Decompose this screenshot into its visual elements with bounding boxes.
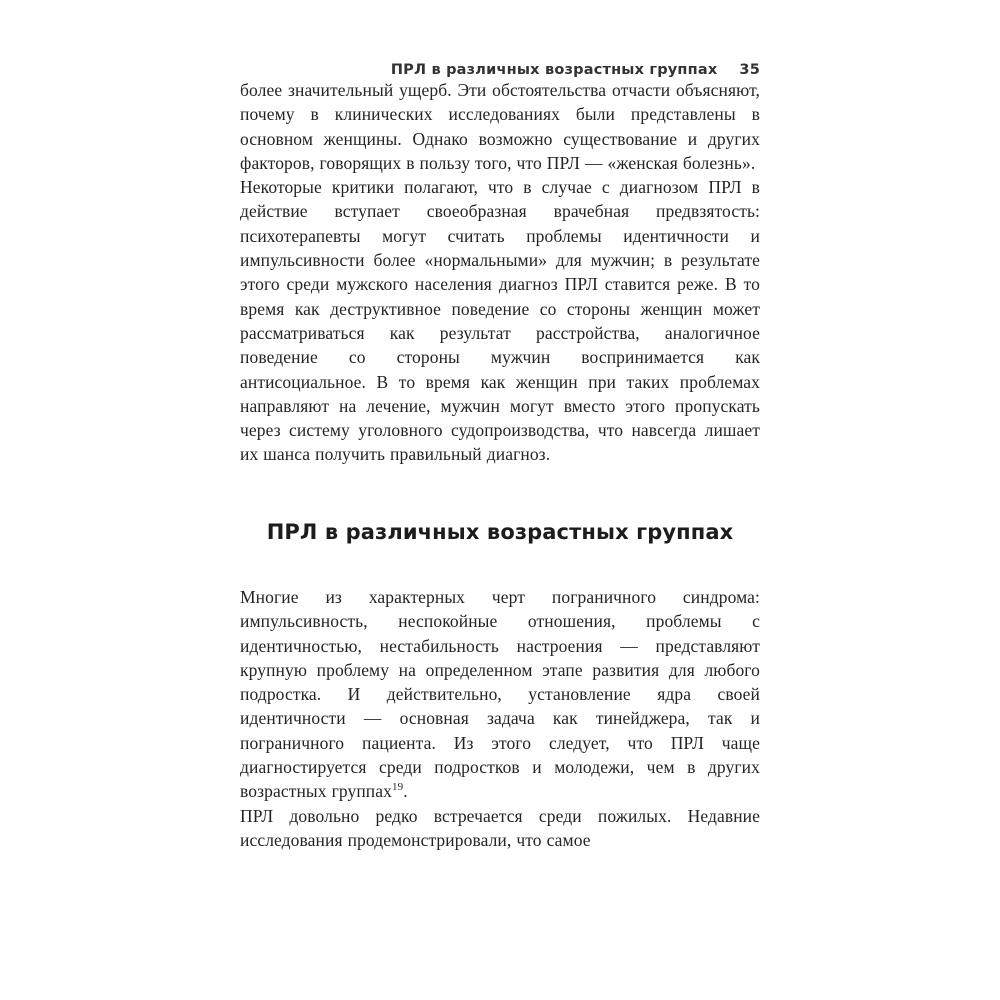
footnote-ref: 19 [391, 781, 404, 794]
running-head [240, 62, 760, 78]
paragraph: Некоторые критики полагают, что в случае с диагнозом ПРЛ в действие вступает своеобразная врачебная предвзятость: психотерапевты могут считать проблемы идентичности и импульсивности более «нормальными» для мужчин; в результате этого среди мужского населения диагноз ПРЛ ставится реже. В то время как деструктивное поведение со стороны женщин может рассматриваться как результат расстройства, аналогичное поведение со стороны мужчин воспринимается как антисоциальное. В то время как женщин при таких проблемах направляют на лечение, мужчин могут вместо этого пропускать через систему уголовного судопроизводства, что навсегда лишает их шанса получить правильный диагноз. [240, 177, 760, 465]
paragraph: более значительный ущерб. Эти обстоятельства отчасти объясняют, почему в клинических исследованиях были представлены в основном женщины. Однако возможно существование и других факторов, говорящих в пользу того, что ПРЛ — «женская болезнь». [240, 80, 760, 173]
page-number: 35 [739, 62, 760, 78]
body-text [240, 78, 760, 852]
section-heading: ПРЛ в различных возрастных группах [266, 519, 734, 544]
paragraph-text: Многие из характерных черт пограничного синдрома: импульсивность, неспокойные отношения, проблемы с идентичностью, нестабильность настроения — представляют крупную проблему на определенном этапе развития для любого подростка. И действительно, установление ядра своей идентичности — основная задача как тинейджера, так и пограничного пациента. Из этого следует, что ПРЛ чаще диагностируется среди подростков и молодежи, чем в других возрастных группах [240, 587, 760, 802]
running-head-title: ПРЛ в различных возрастных группах [390, 62, 718, 78]
paragraph-text: . [403, 781, 408, 802]
paragraph [240, 585, 760, 804]
paragraph: ПРЛ довольно редко встречается среди пожилых. Недавние исследования продемонстрировали, что самое [240, 805, 760, 850]
text-column [240, 0, 760, 852]
